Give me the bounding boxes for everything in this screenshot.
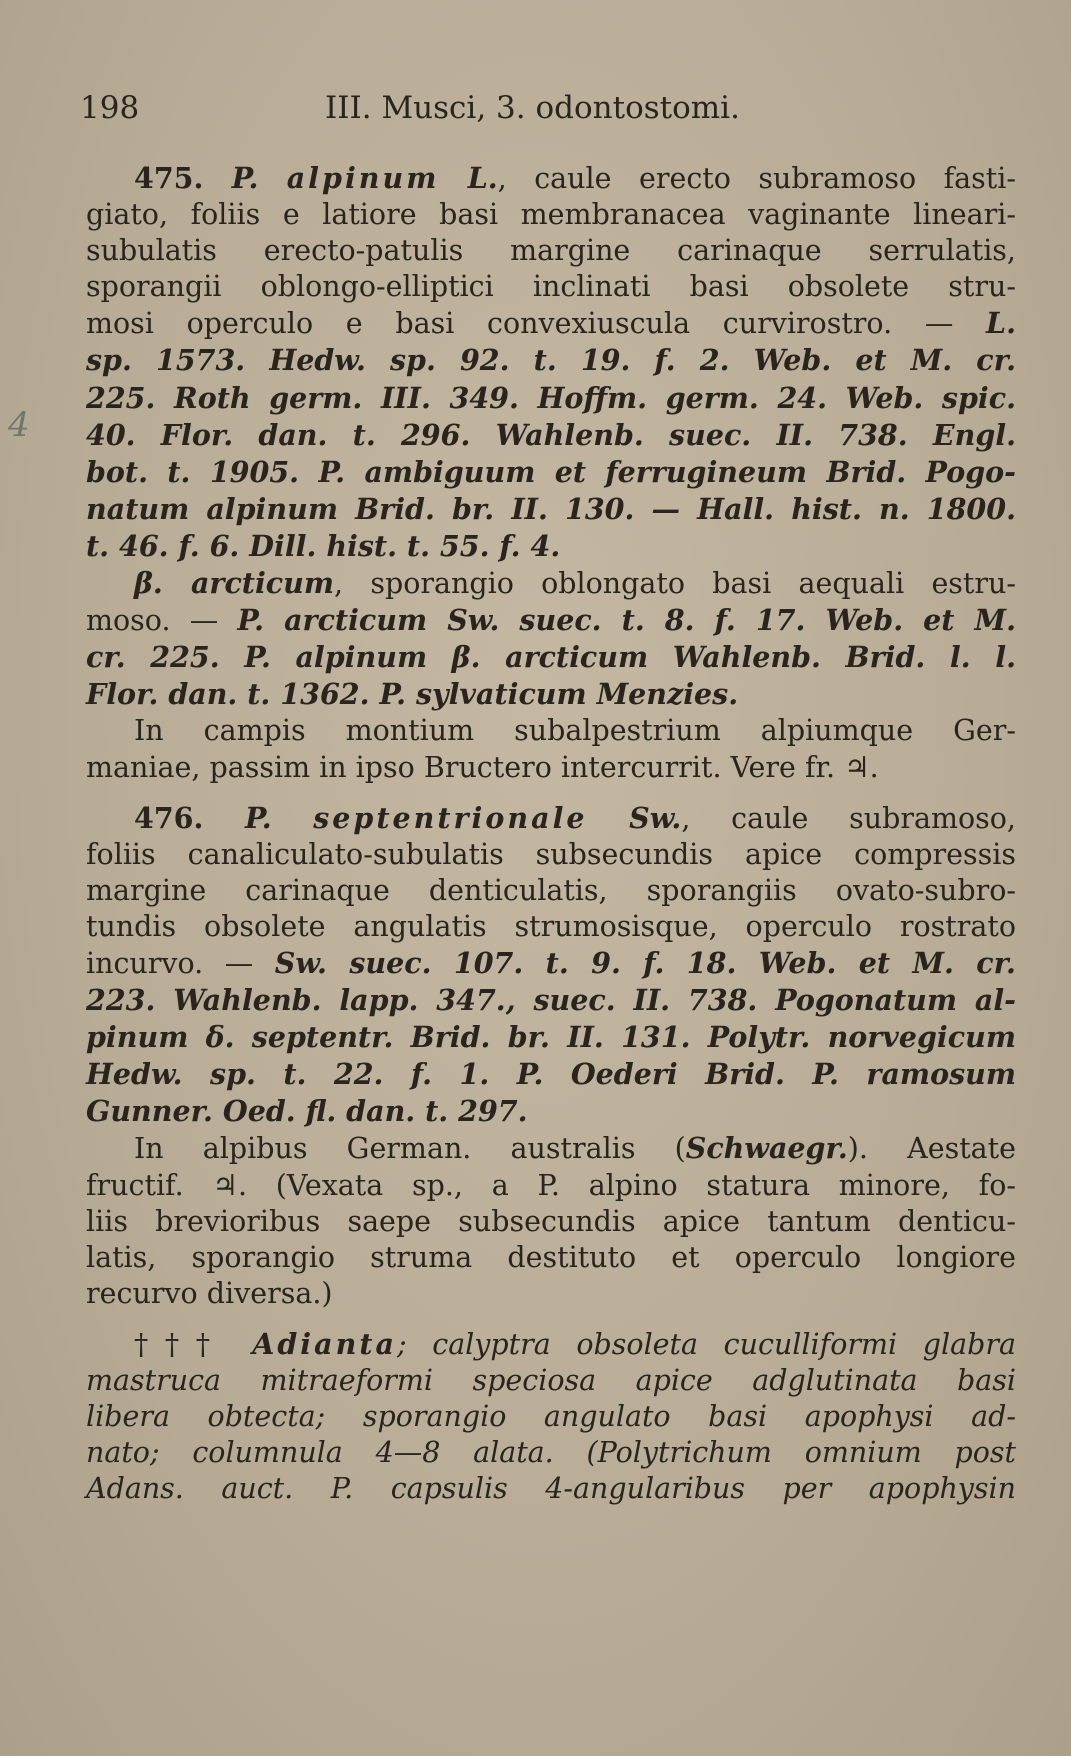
text-line — [86, 1363, 1016, 1399]
text-segment: ††† — [134, 1327, 253, 1361]
text-line — [86, 197, 1016, 233]
text-segment: 40. Flor. dan. t. 296. Wahlenb. suec. II. 738. Engl. — [86, 417, 1016, 452]
paragraph-gap — [86, 786, 1016, 800]
text-line — [86, 602, 1016, 639]
text-line — [86, 528, 1016, 565]
text-line — [86, 417, 1016, 454]
text-segment: t. 46. f. 6. Dill. hist. t. 55. f. 4. — [86, 528, 561, 563]
text-segment: Sw. — [587, 800, 682, 835]
text-line — [86, 945, 1016, 982]
text-segment: natum alpinum Brid. br. II. 130. — Hall. hist. n. 1800. — [86, 491, 1016, 526]
text-line — [86, 1168, 1016, 1204]
text-line — [86, 305, 1016, 342]
text-segment: , caule erecto subramoso fasti- — [497, 162, 1016, 195]
text-segment: pinum δ. septentr. Brid. br. II. 131. Polytr. norvegicum — [86, 1020, 1016, 1055]
text-segment: foliis canaliculato-subulatis subsecundis apice compressis — [86, 837, 1016, 871]
text-line — [86, 639, 1016, 676]
text-segment: latis, sporangio struma destituto et operculo longiore — [86, 1240, 1016, 1274]
text-line — [86, 380, 1016, 417]
text-line — [86, 909, 1016, 945]
text-segment: Schwaegr. — [685, 1131, 848, 1166]
text-segment: recurvo diversa.) — [86, 1276, 333, 1310]
text-line — [86, 269, 1016, 305]
text-line — [86, 1093, 1016, 1130]
text-line — [86, 1019, 1016, 1056]
paragraph-gap — [86, 1312, 1016, 1326]
text-segment: L. — [986, 306, 1016, 341]
running-title: III. Musci, 3. odontostomi. — [325, 90, 740, 126]
text-segment: β. arcticum — [134, 566, 335, 601]
text-line — [86, 1276, 1016, 1312]
text-segment: bot. t. 1905. P. ambiguum et ferrugineum Brid. Pogo- — [86, 454, 1016, 489]
text-line — [86, 837, 1016, 873]
text-segment: ; calyptra obsoleta cuculliformi glabra — [396, 1327, 1016, 1361]
text-segment: incurvo. — — [86, 946, 275, 980]
text-line — [86, 342, 1016, 379]
text-segment: 476. — [134, 800, 246, 835]
text-segment: subulatis erecto-patulis margine carinaque serrulatis, — [86, 234, 1016, 268]
text-segment: P. arcticum Sw. suec. t. 8. f. 17. Web. et M. — [237, 603, 1016, 638]
text-segment: cr. 225. P. alpinum β. arcticum Wahlenb. Brid. l. l. — [86, 640, 1016, 675]
text-segment: In campis montium subalpestrium alpiumque Ger- — [134, 714, 1016, 748]
text-segment: , sporangio oblongato basi aequali estru- — [334, 567, 1016, 601]
text-segment: maniae, passim in ipso Bructero intercurrit. Vere fr. ♃. — [86, 750, 879, 784]
text-segment: ). Aestate — [847, 1132, 1016, 1166]
page-number: 198 — [80, 90, 140, 126]
text-line — [86, 1130, 1016, 1167]
text-line — [86, 676, 1016, 713]
text-segment: Hedw. sp. t. 22. f. 1. P. Oederi Brid. P. ramosum — [86, 1057, 1016, 1092]
text-segment: fructif. ♃. (Vexata sp., a P. alpino statura minore, fo- — [86, 1168, 1016, 1202]
text-line — [86, 160, 1016, 197]
text-line — [86, 233, 1016, 269]
text-segment: , caule subramoso, — [681, 801, 1016, 835]
margin-annotation: 4 — [8, 405, 30, 445]
text-segment: moso. — — [86, 604, 238, 638]
text-segment: septentrionale — [313, 800, 588, 835]
text-segment: Flor. dan. t. 1362. P. sylvaticum Menzies. — [86, 677, 739, 712]
text-segment: libera obtecta; sporangio angulato basi apophysi ad- — [86, 1400, 1016, 1434]
text-segment: P. — [245, 800, 314, 835]
text-segment: mosi operculo e basi convexiuscula curvirostro. — — [86, 307, 987, 341]
text-segment: Adans. auct. P. capsulis 4-angularibus per apophysin — [86, 1472, 1016, 1506]
text-segment: Adianta — [252, 1326, 397, 1361]
text-line — [86, 1435, 1016, 1471]
text-segment: sporangii oblongo-elliptici inclinati basi obsolete stru- — [86, 270, 1016, 304]
text-line — [86, 1056, 1016, 1093]
text-segment: mastruca mitraeformi speciosa apice adglutinata basi — [86, 1364, 1016, 1397]
text-segment: 223. Wahlenb. lapp. 347., suec. II. 738. Pogonatum al- — [86, 983, 1016, 1018]
text-line — [86, 982, 1016, 1019]
text-segment: P. — [231, 161, 287, 195]
text-segment: margine carinaque denticulatis, sporangiis ovato-subro- — [86, 873, 1016, 907]
text-segment: 475. — [134, 161, 232, 195]
text-segment: In alpibus German. australis ( — [134, 1132, 686, 1166]
text-line — [86, 1471, 1016, 1507]
text-line — [86, 1204, 1016, 1240]
text-line — [86, 565, 1016, 602]
text-segment: alpinum — [286, 161, 440, 195]
text-segment: Sw. suec. 107. t. 9. f. 18. Web. et M. cr. — [274, 945, 1016, 980]
text-line — [86, 491, 1016, 528]
text-segment: 225. Roth germ. III. 349. Hoffm. germ. 24. Web. spic. — [86, 380, 1016, 415]
text-line — [86, 800, 1016, 837]
text-segment: sp. 1573. Hedw. sp. 92. t. 19. f. 2. Web. et M. cr. — [86, 343, 1016, 378]
text-line — [86, 454, 1016, 491]
text-segment: nato; columnula 4—8 alata. (Polytrichum omnium post — [86, 1436, 1016, 1470]
text-line — [86, 1399, 1016, 1435]
text-segment: tundis obsolete angulatis strumosisque, operculo rostrato — [86, 909, 1016, 943]
text-line — [86, 713, 1016, 749]
page-header — [80, 90, 1010, 140]
text-line — [86, 1326, 1016, 1363]
text-segment: L. — [439, 161, 498, 195]
body-text — [86, 160, 1016, 1507]
text-segment: liis brevioribus saepe subsecundis apice tantum denticu- — [86, 1204, 1016, 1238]
text-segment: Gunner. Oed. fl. dan. t. 297. — [86, 1094, 528, 1129]
text-segment: giato, foliis e latiore basi membranacea vaginante lineari- — [86, 198, 1016, 232]
text-line — [86, 750, 1016, 786]
text-line — [86, 873, 1016, 909]
text-line — [86, 1240, 1016, 1276]
